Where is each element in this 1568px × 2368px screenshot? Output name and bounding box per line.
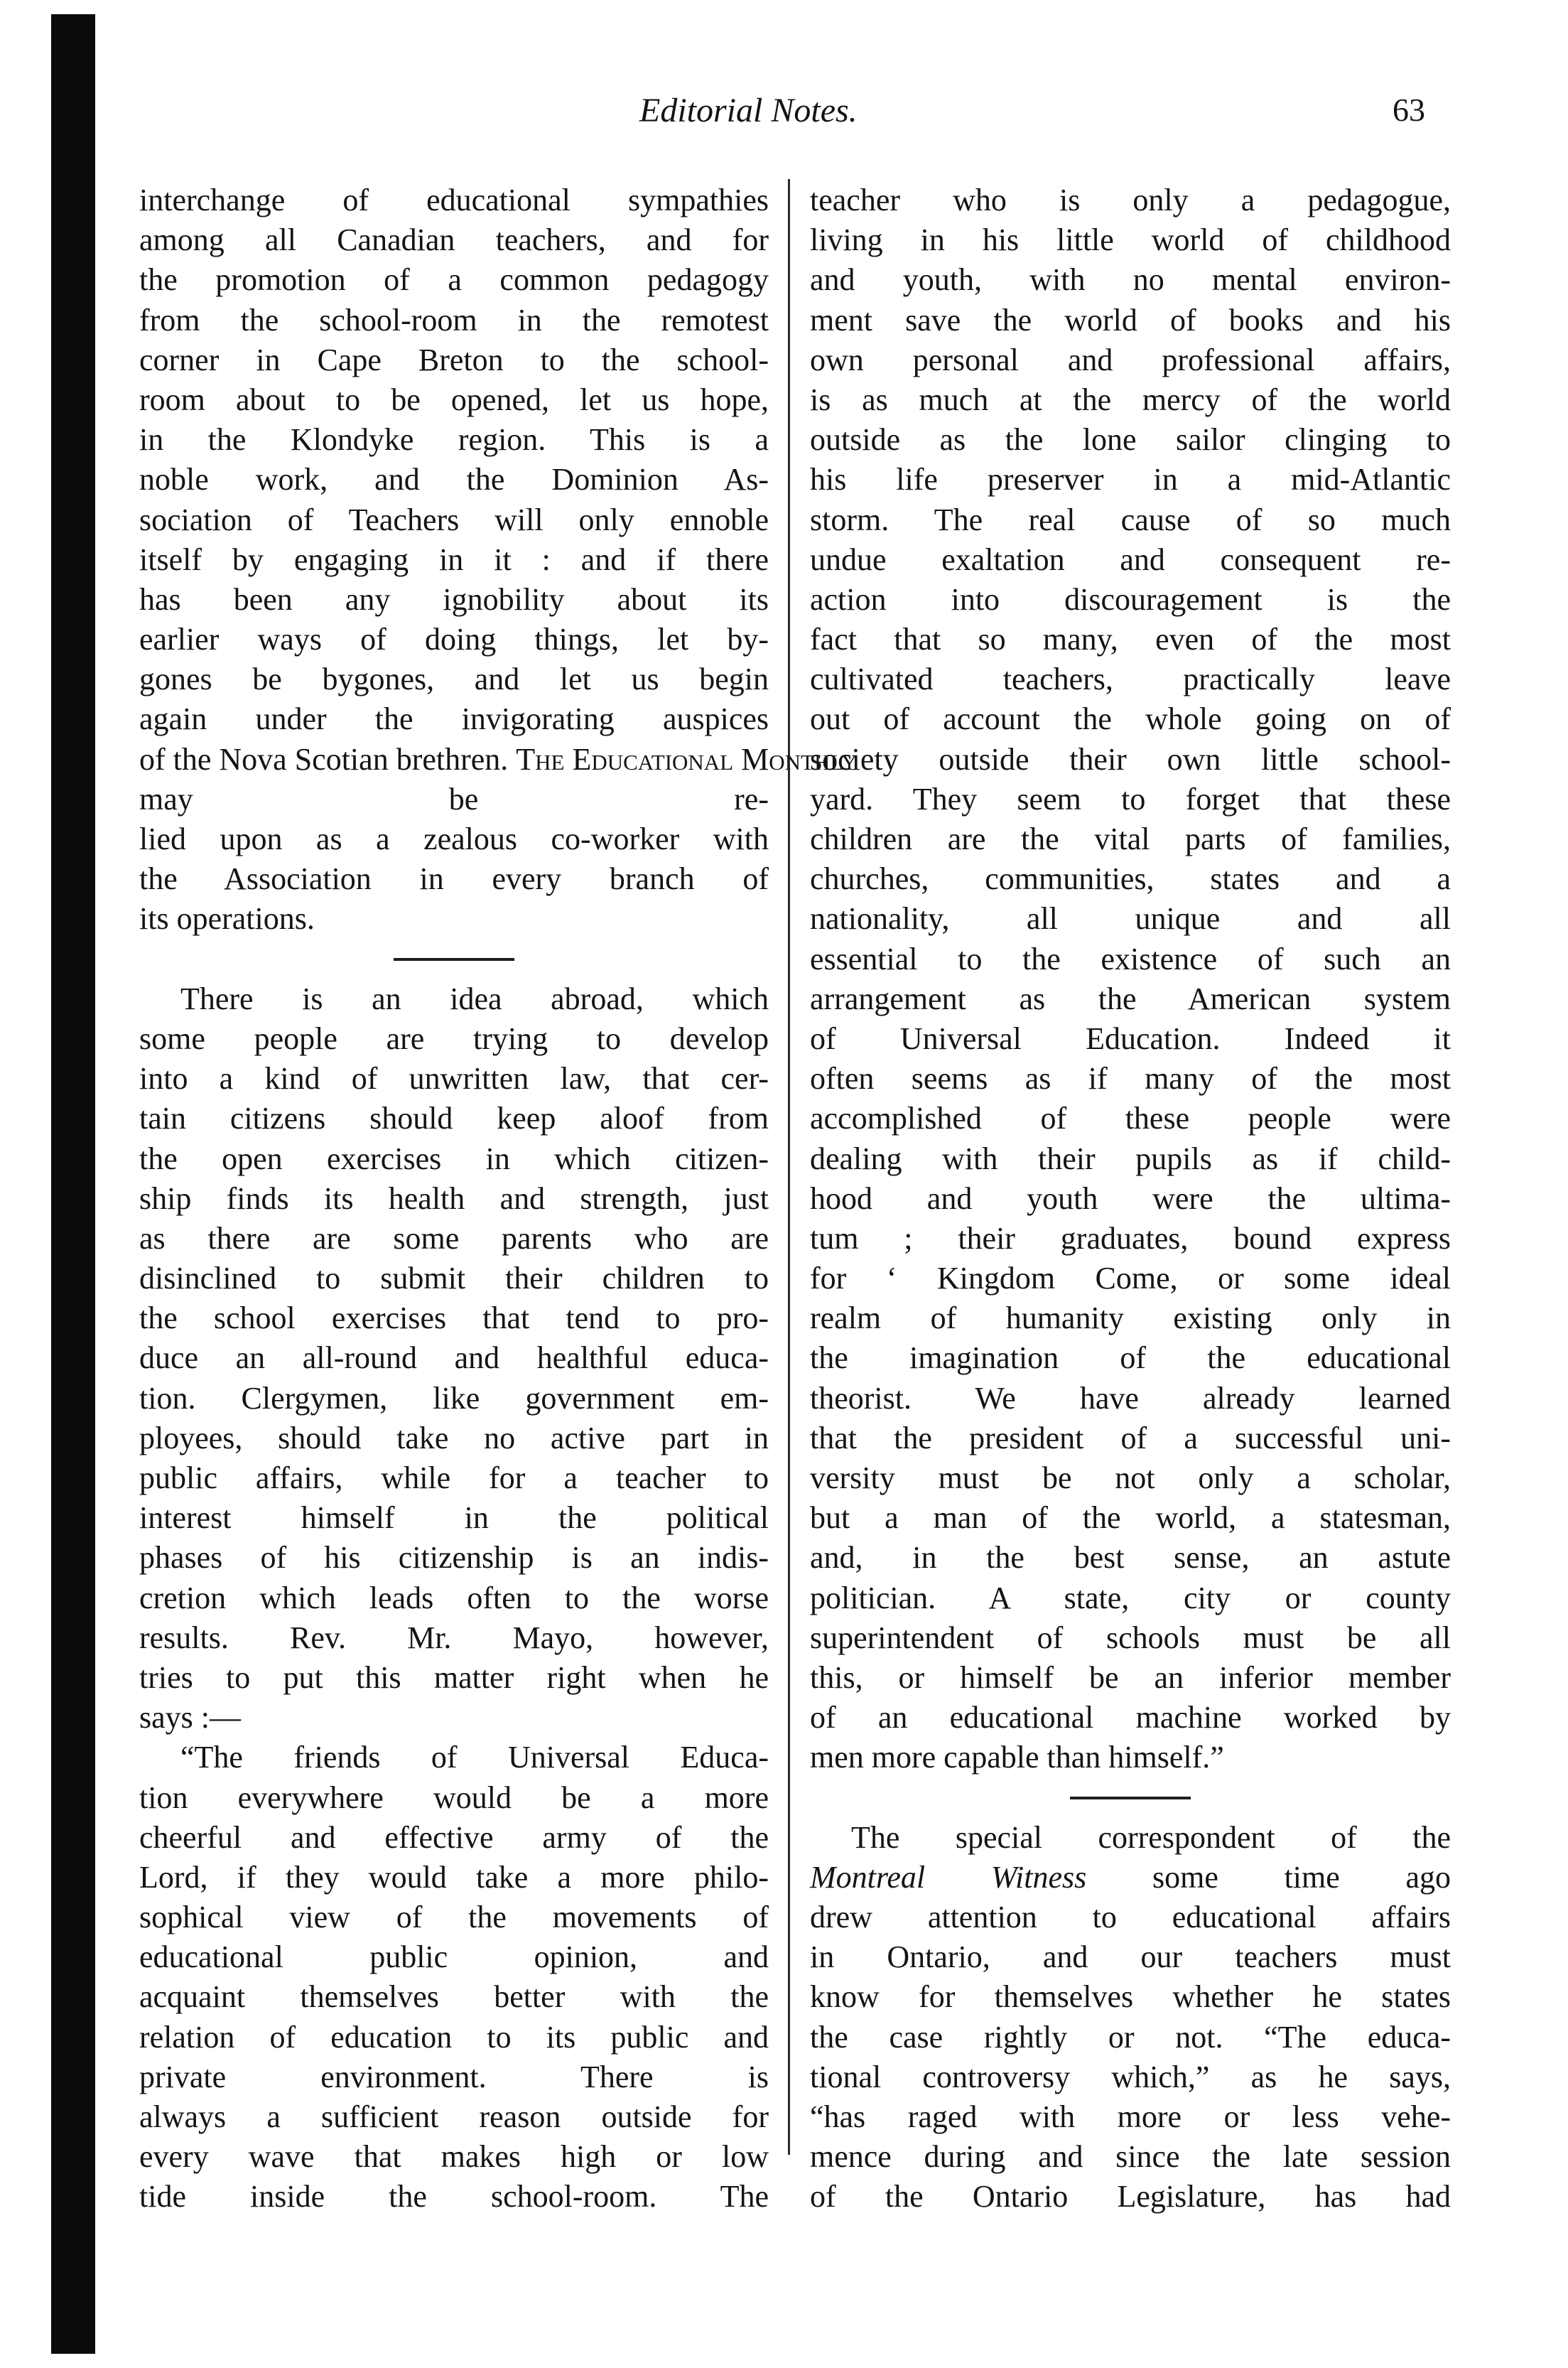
left-paragraph-2: [139, 979, 769, 1738]
text-line: results. Rev. Mr. Mayo, however,: [139, 1620, 769, 1655]
text-line: every wave that makes high or low: [139, 2139, 769, 2175]
text-line: versity must be not only a scholar,: [810, 1460, 1451, 1495]
text-line: interchange of educational sympathies: [139, 183, 769, 217]
left-paragraph-1: [139, 181, 858, 940]
text-line: of an educational machine worked by: [810, 1700, 1451, 1735]
text-line: earlier ways of doing things, let by-: [139, 622, 769, 657]
text-line: always a sufficient reason outside for: [139, 2099, 769, 2134]
text-line: the open exercises in which citizen-: [139, 1141, 769, 1176]
text-line: among all Canadian teachers, and for: [139, 222, 769, 258]
text-line: the Association in every branch of: [139, 861, 769, 897]
text-line: the case rightly or not. “The educa-: [810, 2019, 1451, 2055]
text-line: tum ; their graduates, bound express: [810, 1220, 1451, 1256]
column-divider: [788, 179, 790, 2155]
text-line: some people are trying to develop: [139, 1021, 769, 1056]
text-line: in the Klondyke region. This is a: [139, 422, 769, 458]
text-line: the school exercises that tend to pro-: [139, 1301, 769, 1336]
magazine-name: The Educational Monthly: [516, 741, 858, 777]
text-line: phases of his citizenship is an indis-: [139, 1540, 769, 1576]
text-line: outside as the lone sailor clinging to: [810, 422, 1451, 458]
text-line: ship finds its health and strength, just: [139, 1180, 769, 1216]
right-column: [810, 181, 1451, 2217]
text-line: cretion which leads often to the worse: [139, 1580, 769, 1615]
newspaper-name: Montreal Witness: [810, 1859, 1087, 1895]
text-line: relation of education to its public and: [139, 2019, 769, 2055]
text-segment: some time ago: [1152, 1859, 1451, 1895]
text-line: know for themselves whether he states: [810, 1979, 1451, 2015]
text-line: tries to put this matter right when he: [139, 1659, 769, 1695]
text-line: sophical view of the movements of: [139, 1900, 769, 1935]
text-line: acquaint themselves better with the: [139, 1979, 769, 2015]
text-line: is as much at the mercy of the world: [810, 382, 1451, 417]
text-line: in Ontario, and our teachers must: [810, 1939, 1451, 1975]
text-line: the promotion of a common pedagogy: [139, 262, 769, 298]
text-line: often seems as if many of the most: [810, 1061, 1451, 1097]
text-line: out of account the whole going on of: [810, 701, 1451, 737]
text-line: The special correspondent of the: [851, 1819, 1451, 1855]
text-line: may be re-: [139, 781, 769, 817]
text-line: “has raged with more or less vehe-: [810, 2099, 1451, 2134]
text-line: private environment. There is: [139, 2059, 769, 2094]
text-line: accomplished of these people were: [810, 1101, 1451, 1136]
text-line: again under the invigorating auspices: [139, 701, 769, 737]
running-head: Editorial Notes.: [639, 92, 858, 129]
text-line: politician. A state, city or county: [810, 1580, 1451, 1615]
text-line: There is an idea abroad, which: [180, 981, 769, 1016]
text-line: children are the vital parts of families,: [810, 822, 1451, 856]
right-paragraph-1: [810, 181, 1451, 1778]
section-rule-line: [394, 958, 514, 961]
text-line: churches, communities, states and a: [810, 861, 1451, 897]
text-line: tain citizens should keep aloof from: [139, 1101, 769, 1136]
text-segment: of the Nova Scotian brethren.: [139, 741, 509, 777]
text-line: his life preserver in a mid-Atlantic: [810, 462, 1451, 497]
page-number: 63: [1393, 92, 1425, 128]
text-line: as there are some parents who are: [139, 1220, 769, 1256]
text-line: men more capable than himself.”: [810, 1740, 1224, 1775]
text-line: own personal and professional affairs,: [810, 342, 1451, 377]
text-line: says :—: [139, 1700, 241, 1735]
text-line: has been any ignobility about its: [139, 581, 769, 617]
text-line: theorist. We have already learned: [810, 1380, 1451, 1416]
text-line: duce an all-round and healthful educa-: [139, 1340, 769, 1376]
text-line: into a kind of unwritten law, that cer-: [139, 1061, 769, 1097]
text-line: Lord, if they would take a more philo-: [139, 1859, 769, 1895]
text-line: ment save the world of books and his: [810, 302, 1451, 338]
text-line: drew attention to educational affairs: [810, 1900, 1451, 1935]
text-line: and youth, with no mental environ-: [810, 262, 1451, 298]
text-line: arrangement as the American system: [810, 981, 1451, 1016]
text-line: superintendent of schools must be all: [810, 1620, 1451, 1655]
binding-edge: [51, 14, 95, 2354]
text-line: realm of humanity existing only in: [810, 1301, 1451, 1336]
text-line: room about to be opened, let us hope,: [139, 382, 769, 417]
text-line: living in his little world of childhood: [810, 222, 1451, 258]
text-line: tion everywhere would be a more: [139, 1780, 769, 1815]
text-line: tide inside the school-room. The: [139, 2179, 769, 2214]
text-line: sociation of Teachers will only ennoble: [139, 502, 769, 537]
text-line: this, or himself be an inferior member: [810, 1659, 1451, 1695]
text-line: society outside their own little school-: [810, 741, 1451, 777]
text-line: mence during and since the late session: [810, 2139, 1451, 2175]
text-line: fact that so many, even of the most: [810, 622, 1451, 657]
text-line: from the school-room in the remotest: [139, 302, 769, 338]
text-line: public affairs, while for a teacher to: [139, 1460, 769, 1495]
text-line: hood and youth were the ultima-: [810, 1180, 1451, 1216]
section-rule: [810, 1778, 1451, 1818]
text-line: but a man of the world, a statesman,: [810, 1500, 1451, 1536]
text-line: for ‘ Kingdom Come, or some ideal: [810, 1261, 1451, 1296]
text-line-with-magazine-name: [139, 740, 858, 780]
text-line: that the president of a successful uni-: [810, 1420, 1451, 1455]
left-paragraph-3-quote: [139, 1738, 769, 2217]
text-line: teacher who is only a pedagogue,: [810, 183, 1451, 217]
text-line: essential to the existence of such an: [810, 941, 1451, 976]
section-rule: [139, 940, 769, 979]
text-line: the imagination of the educational: [810, 1340, 1451, 1376]
text-line: tional controversy which,” as he says,: [810, 2059, 1451, 2094]
right-paragraph-2: [810, 1818, 1451, 2217]
text-line: lied upon as a zealous co-worker with: [139, 822, 769, 856]
text-line: dealing with their pupils as if child-: [810, 1141, 1451, 1176]
text-line: yard. They seem to forget that these: [810, 781, 1451, 817]
text-line: cheerful and effective army of the: [139, 1819, 769, 1855]
section-rule-line: [1070, 1797, 1191, 1799]
text-line: “The friends of Universal Educa-: [180, 1740, 769, 1775]
text-line: action into discouragement is the: [810, 581, 1451, 617]
text-line: interest himself in the political: [139, 1500, 769, 1536]
text-line: corner in Cape Breton to the school-: [139, 342, 769, 377]
text-line: storm. The real cause of so much: [810, 502, 1451, 537]
text-line: gones be bygones, and let us begin: [139, 662, 769, 697]
text-line: cultivated teachers, practically leave: [810, 662, 1451, 697]
left-column: [139, 181, 858, 2217]
text-line: educational public opinion, and: [139, 1939, 769, 1975]
text-line: nationality, all unique and all: [810, 901, 1451, 937]
text-line: its operations.: [139, 901, 315, 937]
text-line-with-newspaper-name: [810, 1858, 1451, 1898]
text-line: of Universal Education. Indeed it: [810, 1021, 1451, 1056]
text-line: tion. Clergymen, like government em-: [139, 1380, 769, 1416]
text-line: ployees, should take no active part in: [139, 1420, 769, 1455]
text-line: itself by engaging in it : and if there: [139, 542, 769, 577]
text-line: noble work, and the Dominion As-: [139, 462, 769, 497]
text-line: undue exaltation and consequent re-: [810, 542, 1451, 577]
text-line: disinclined to submit their children to: [139, 1261, 769, 1296]
text-line: of the Ontario Legislature, has had: [810, 2179, 1451, 2214]
text-line: and, in the best sense, an astute: [810, 1540, 1451, 1576]
